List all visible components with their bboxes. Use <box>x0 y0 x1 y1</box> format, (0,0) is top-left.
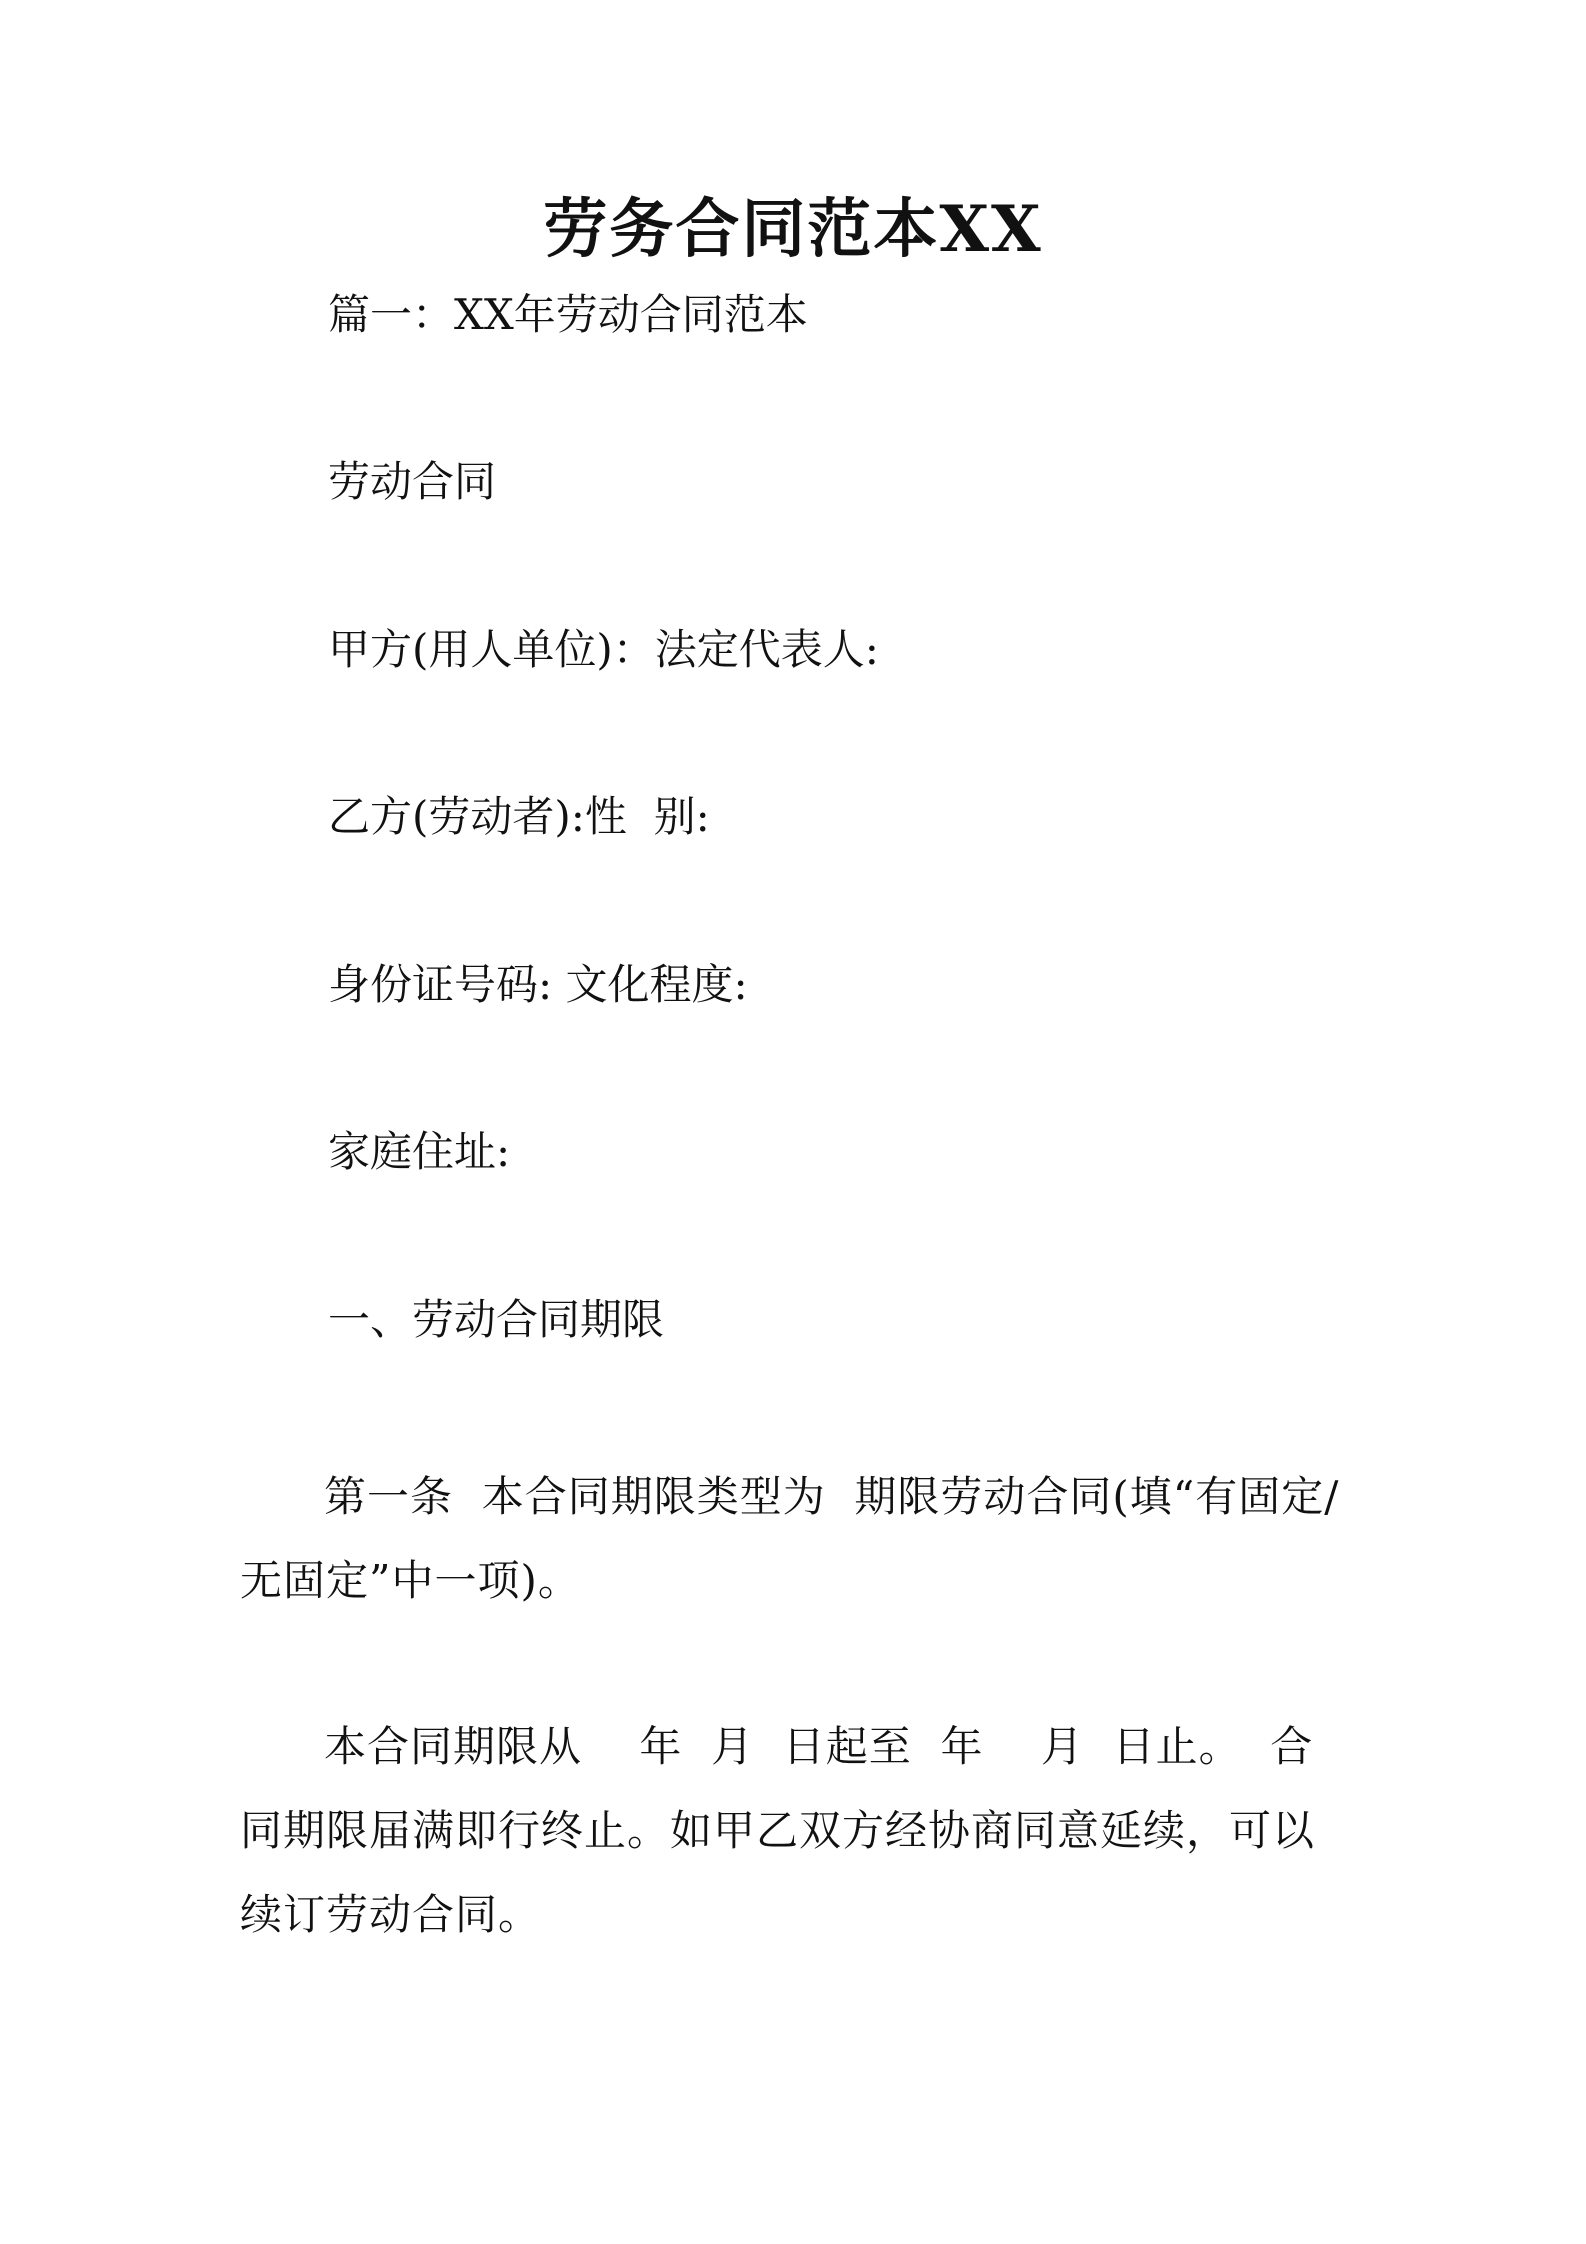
party-b-line: 乙方(劳动者):性 别: <box>328 792 710 841</box>
home-address-line: 家庭住址: <box>328 1127 511 1176</box>
contract-term-paragraph: 本合同期限从 年 月 日起至 年 月 日止。 合同期限届满即行终止。如甲乙双方经协商同意延续，可以续订劳动合同。 <box>240 1722 1316 1939</box>
document-title: 劳务合同范本XX <box>543 192 1043 267</box>
article-1-paragraph: 第一条 本合同期限类型为 期限劳动合同(填“有固定/无固定”中一项)。 <box>240 1472 1340 1605</box>
party-a-line: 甲方(用人单位)：法定代表人: <box>328 625 879 674</box>
id-education-line: 身份证号码: 文化程度: <box>328 960 748 1009</box>
document-subtitle: 篇一：XX年劳动合同范本 <box>328 290 808 339</box>
contract-heading: 劳动合同 <box>328 457 497 506</box>
section-heading-contract-term: 一、劳动合同期限 <box>328 1295 665 1344</box>
